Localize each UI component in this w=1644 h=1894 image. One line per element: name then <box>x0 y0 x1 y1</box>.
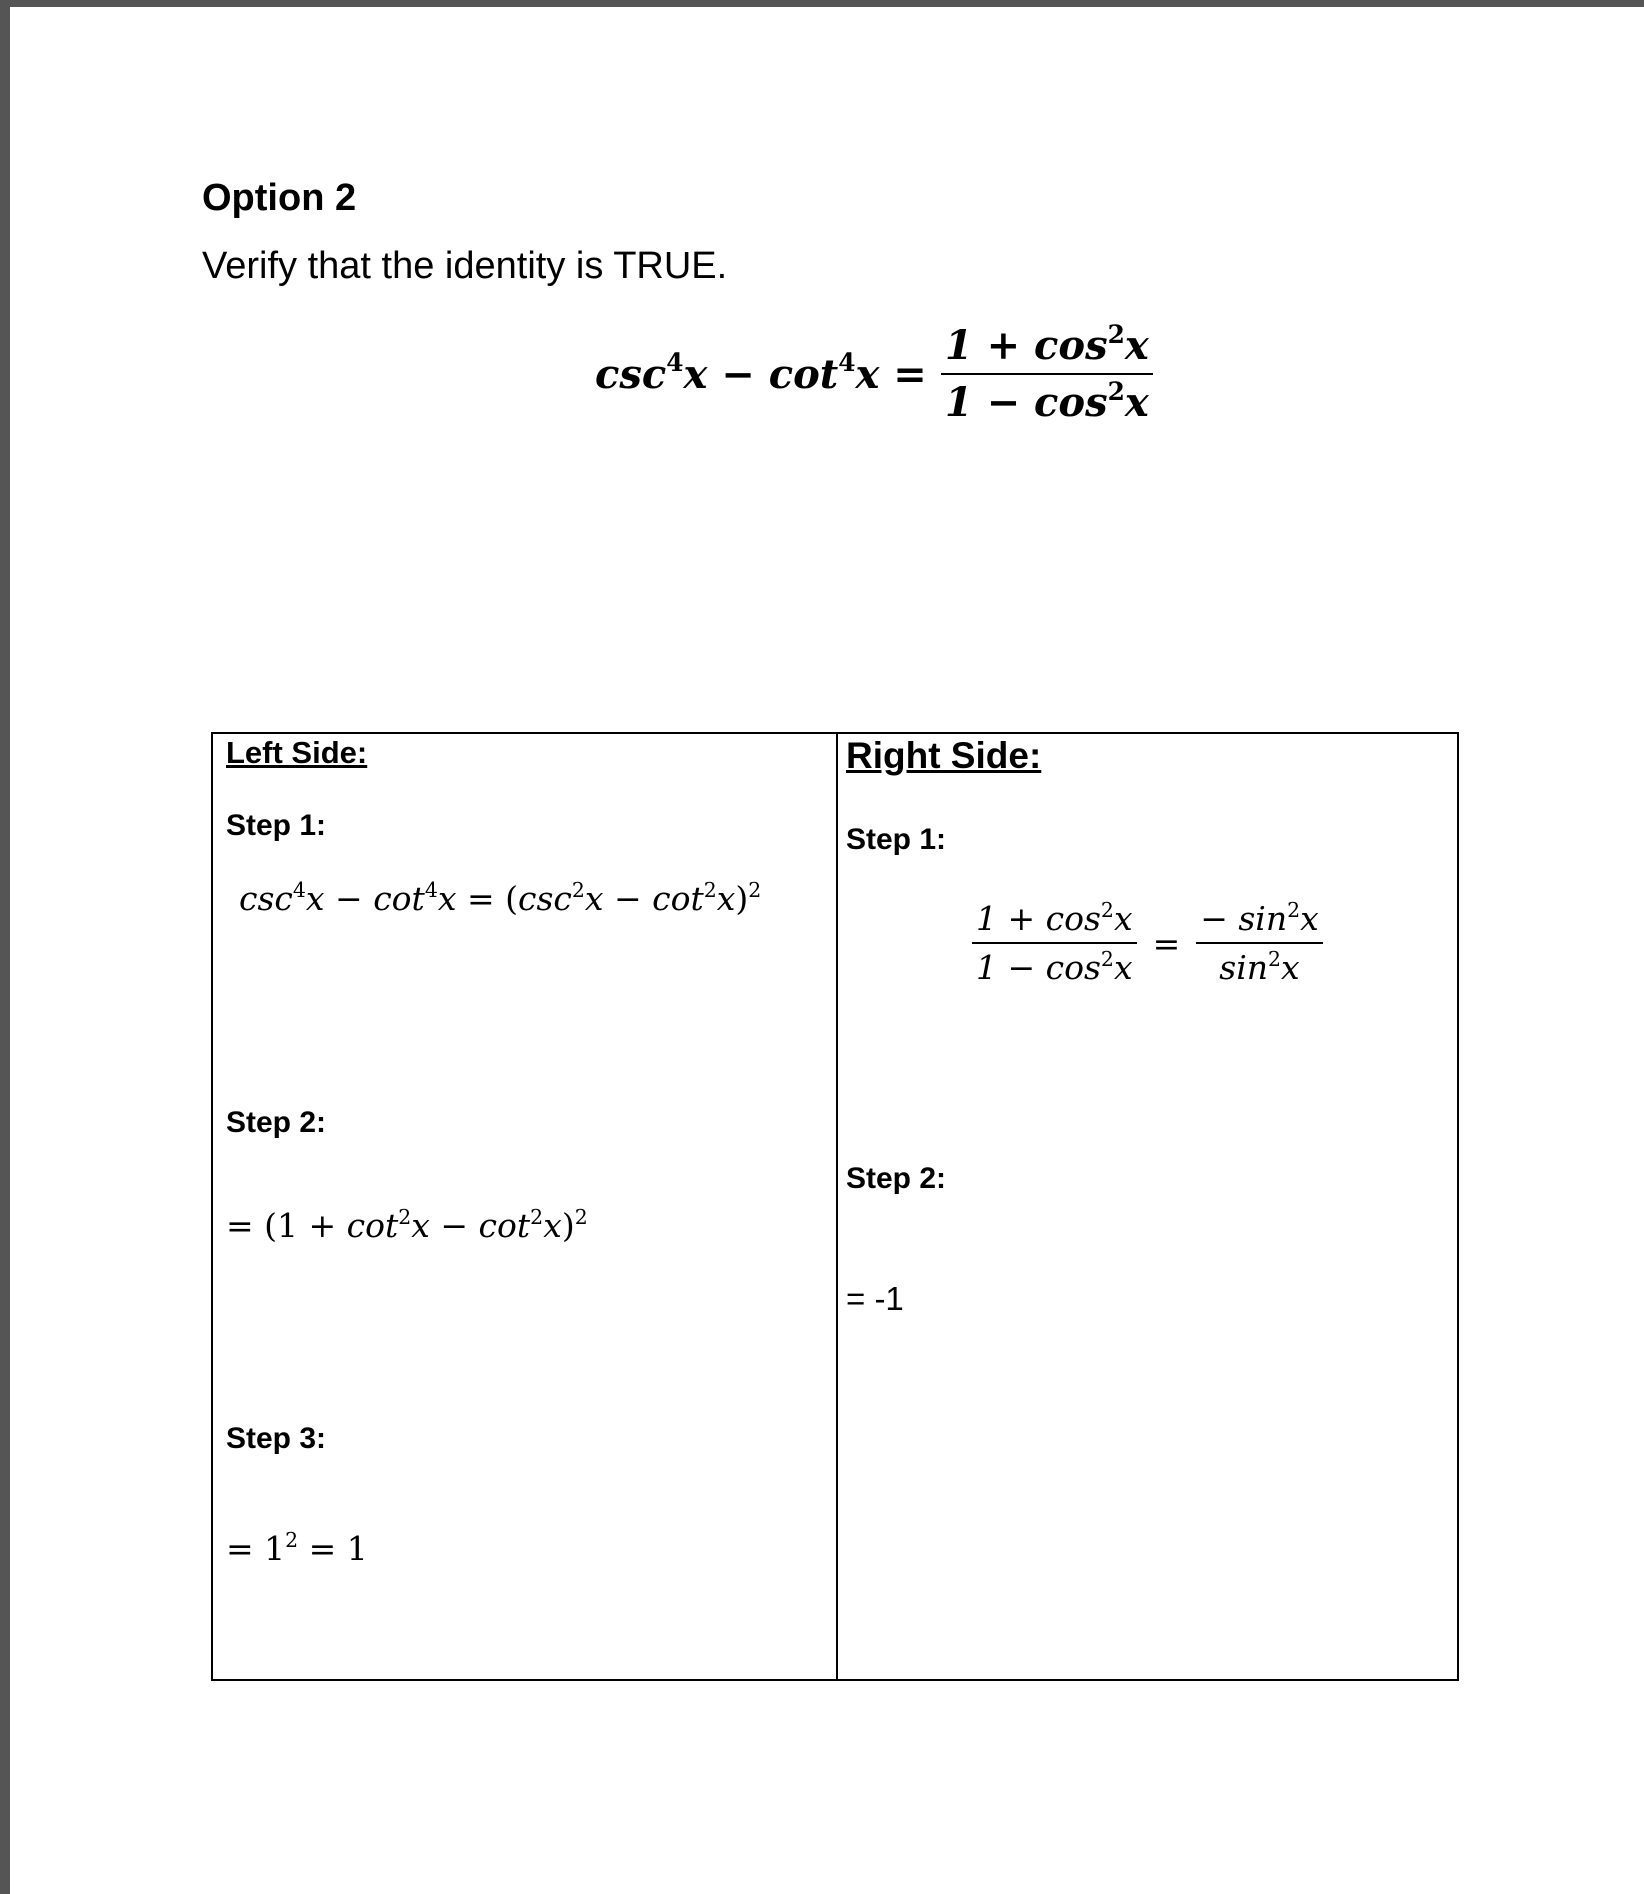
numerator-text: − sin <box>1200 899 1288 938</box>
exponent: 2 <box>530 1204 544 1229</box>
exponent: 2 <box>1107 319 1125 349</box>
work-table <box>211 732 1459 1681</box>
result: = 1 <box>298 1529 368 1568</box>
exponent: 2 <box>703 877 717 902</box>
variable: x <box>411 1206 430 1245</box>
variable: x <box>1113 948 1133 987</box>
fraction-numerator <box>972 899 1137 944</box>
close-paren: ) <box>561 1206 575 1245</box>
left-step-1-label: Step 1: <box>226 809 327 842</box>
document-page <box>10 7 1644 1894</box>
numerator-text: 1 + cos <box>976 899 1101 938</box>
variable: x <box>716 879 736 918</box>
identity-rhs-fraction <box>941 319 1153 426</box>
variable: x <box>1124 379 1149 426</box>
minus-sign: − <box>707 350 769 398</box>
exponent: 2 <box>1268 946 1282 971</box>
variable: x <box>305 879 325 918</box>
cot-term: cot <box>478 1206 531 1245</box>
cot-term: cot <box>652 879 704 918</box>
exponent: 2 <box>285 1527 299 1552</box>
exponent: 2 <box>1100 946 1114 971</box>
equals-sign: = <box>1152 923 1181 963</box>
cot-term: cot <box>346 1206 399 1245</box>
variable: x <box>1124 322 1149 369</box>
variable: x <box>437 879 457 918</box>
right-step-2-label: Step 2: <box>846 1162 947 1195</box>
window-left-edge <box>0 0 10 1894</box>
left-fraction <box>972 899 1137 987</box>
close-paren: ) <box>735 879 749 918</box>
right-fraction <box>1196 899 1323 987</box>
exponent: 2 <box>1287 897 1301 922</box>
exponent: 4 <box>666 348 684 378</box>
cot-term: cot <box>373 879 425 918</box>
cot-term: cot <box>768 350 839 398</box>
exponent: 2 <box>1100 897 1114 922</box>
minus-sign: − <box>429 1206 479 1245</box>
variable: x <box>1113 899 1133 938</box>
variable: x <box>683 350 708 398</box>
left-step-3-label: Step 3: <box>226 1422 327 1455</box>
left-step-1-expression <box>239 879 761 918</box>
csc-term: csc <box>517 879 572 918</box>
equals-prefix: = (1 + <box>226 1206 347 1245</box>
variable: x <box>584 879 604 918</box>
exponent: 2 <box>571 877 585 902</box>
csc-term: csc <box>239 879 293 918</box>
fraction-numerator <box>941 319 1153 375</box>
minus-sign: − <box>324 879 374 918</box>
right-step-2-answer: = -1 <box>846 1280 904 1317</box>
option-heading: Option 2 <box>202 177 357 219</box>
left-step-3-expression <box>226 1529 368 1568</box>
fraction-denominator <box>972 944 1137 987</box>
exponent: 2 <box>748 877 762 902</box>
exponent: 4 <box>424 877 438 902</box>
minus-sign: − <box>603 879 653 918</box>
denominator-text: 1 − cos <box>944 379 1108 426</box>
identity-equation <box>595 319 1153 426</box>
numerator-text: 1 + cos <box>944 322 1108 369</box>
left-step-2-expression <box>226 1206 588 1245</box>
equals-sign: = <box>879 350 927 398</box>
equals-one: = 1 <box>226 1529 286 1568</box>
exponent: 4 <box>838 348 856 378</box>
exponent: 4 <box>292 877 306 902</box>
fraction-denominator <box>1196 944 1323 987</box>
right-step-1-expression <box>972 899 1323 987</box>
variable: x <box>855 350 880 398</box>
fraction-denominator <box>941 375 1153 426</box>
instruction-text: Verify that the identity is TRUE. <box>202 245 728 287</box>
window-top-edge <box>0 0 1644 7</box>
denominator-text: sin <box>1219 948 1269 987</box>
left-step-2-label: Step 2: <box>226 1106 327 1139</box>
exponent: 2 <box>398 1204 412 1229</box>
left-side-heading: Left Side: <box>226 735 368 770</box>
column-divider <box>836 734 838 1679</box>
denominator-text: 1 − cos <box>976 948 1101 987</box>
variable: x <box>1300 899 1319 938</box>
exponent: 2 <box>1107 376 1125 406</box>
exponent: 2 <box>574 1204 588 1229</box>
variable: x <box>543 1206 562 1245</box>
csc-term: csc <box>595 350 667 398</box>
equals-paren: = ( <box>456 879 518 918</box>
fraction-numerator <box>1196 899 1323 944</box>
identity-lhs <box>595 348 927 398</box>
variable: x <box>1281 948 1300 987</box>
right-step-1-label: Step 1: <box>846 823 947 856</box>
right-side-heading: Right Side: <box>846 735 1042 776</box>
